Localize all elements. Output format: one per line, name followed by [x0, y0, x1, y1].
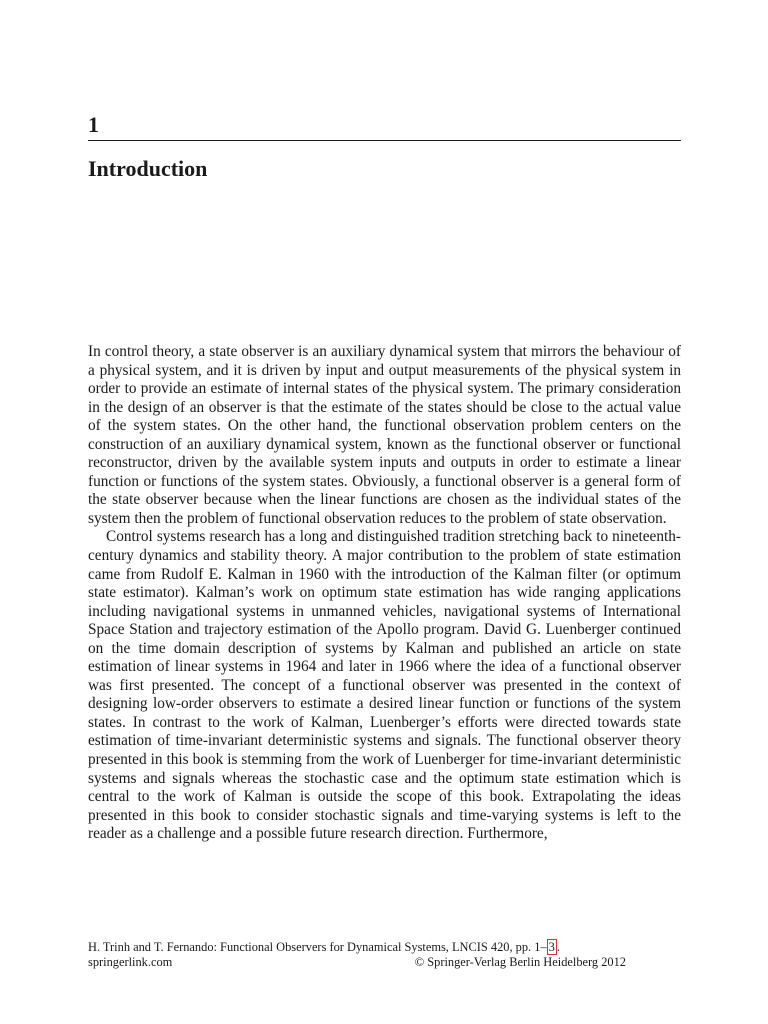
footer-citation-end: .	[556, 940, 560, 954]
chapter-title: Introduction	[88, 156, 208, 181]
footer	[88, 940, 681, 970]
paragraph: In control theory, a state observer is an auxiliary dynamical system that mirrors the behaviour of a physical system, and it is driven by input and output measurements of the physical system in order to provide an estimate of internal states of the physical system. The primary consideration in the design of an observer is that the estimate of the states should be close to the actual value of the system states. On the other hand, the functional observation problem centers on the construction of an auxiliary dynamical system, known as the functional observer or functional reconstructor, driven by the available system inputs and outputs in order to estimate a linear function or functions of the system states. Obviously, a functional observer is a general form of the state observer because when the linear functions are chosen as the individual states of the system then the problem of functional observation reduces to the problem of state observation.	[88, 343, 681, 527]
paragraph: Control systems research has a long and distinguished tradition stretching back to nineteenth-century dynamics and stability theory. A major contribution to the problem of state estimation came from Rudolf E. Kalman in 1960 with the introduction of the Kalman filter (or optimum state estimator). Kalman’s work on optimum state estimation has wide ranging applications including navigational systems in unmanned vehicles, navigational systems of International Space Station and trajectory estimation of the Apollo program. David G. Luenberger continued on the time domain description of systems by Kalman and published an article on state estimation of linear systems in 1964 and later in 1966 where the idea of a functional observer was first presented. The concept of a functional observer was presented in the context of designing low-order observers to estimate a desired linear function or functions of the system states. In contrast to the work of Kalman, Luenberger’s efforts were directed towards state estimation of time-invariant deterministic systems and signals. The functional observer theory presented in this book is stemming from the work of Luenberger for time-invariant deterministic systems and signals whereas the stochastic case and the optimum state estimation which is central to the work of Kalman is outside the scope of this book. Extrapolating the ideas presented in this book to consider stochastic signals and time-varying systems is left to the reader as a challenge and a possible future research direction. Furthermore,	[88, 528, 681, 843]
body-text	[88, 343, 681, 844]
chapter-number: 1	[88, 112, 99, 137]
footer-second-line	[88, 955, 681, 970]
footer-citation-line	[88, 940, 681, 955]
footer-site: springerlink.com	[88, 955, 173, 969]
page-ref-link[interactable]: 3	[548, 940, 555, 954]
footer-citation: H. Trinh and T. Fernando: Functional Observers for Dynamical Systems, LNCIS 420, pp. 1–	[88, 940, 547, 954]
chapter-rule	[88, 140, 681, 141]
footer-copyright: © Springer-Verlag Berlin Heidelberg 2012	[414, 955, 626, 969]
